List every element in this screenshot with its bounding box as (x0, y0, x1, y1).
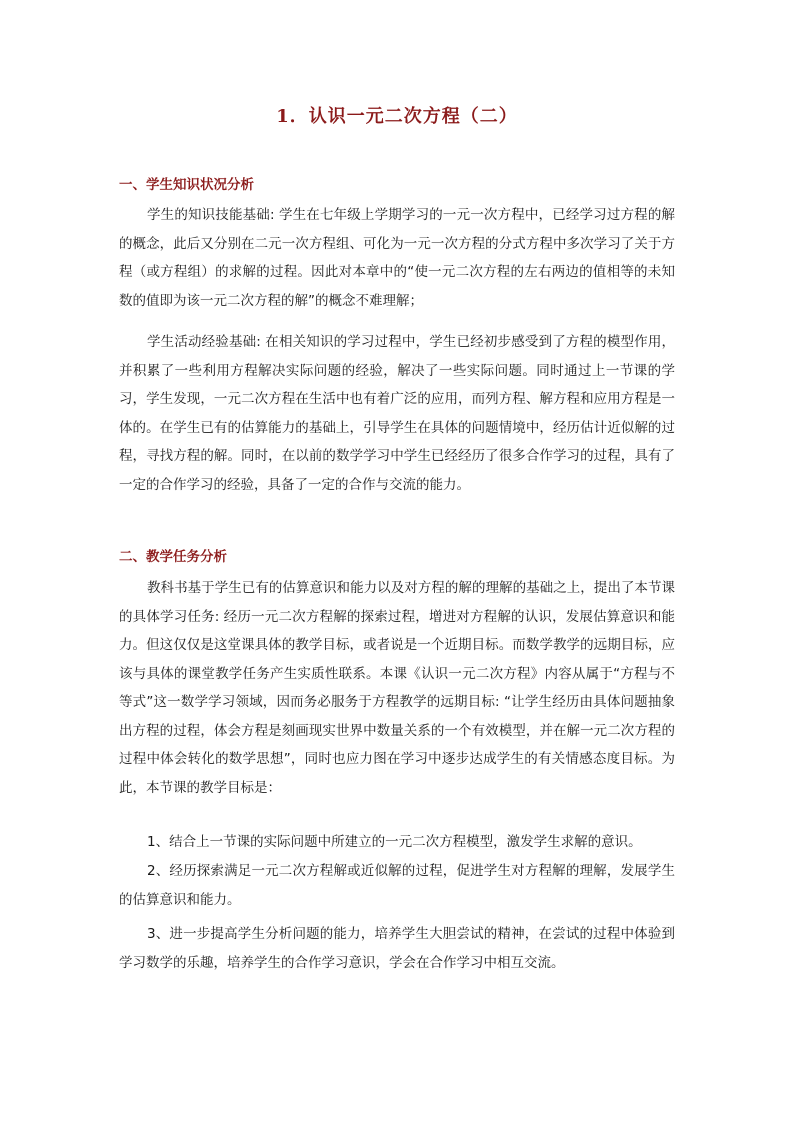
section-heading-task-analysis: 二、教学任务分析 (119, 549, 227, 565)
teaching-goal-item: 2、经历探索满足一元二次方程解或近似解的过程，促进学生对方程解的理解，发展学生的估算意识和能力。 (119, 863, 675, 908)
document-title: 1．认识一元二次方程（二） (276, 106, 518, 127)
teaching-goal-item: 3、进一步提高学生分析问题的能力，培养学生大胆尝试的精神，在尝试的过程中体验到学习数学的乐趣，培养学生的合作学习意识，学会在合作学习中相互交流。 (119, 926, 675, 971)
section-heading-student-analysis: 一、学生知识状况分析 (119, 177, 254, 193)
paragraph-knowledge-foundation: 学生的知识技能基础: 学生在七年级上学期学习的一元一次方程中，已经学习过方程的解的概念，此后又分别在二元一次方程组、可化为一元一次方程的分式方程中多次学习了关于方程（或方程组）的求解的过程。因此对本章中的“使一元二次方程的左右两边的值相等的未知数的值即为该一元二次方程的解”的概念不难理解； (119, 207, 675, 309)
teaching-goal-item: 1、结合上一节课的实际问题中所建立的一元二次方程模型，激发学生求解的意识。 (147, 834, 642, 850)
paragraph-task-analysis: 教科书基于学生已有的估算意识和能力以及对方程的解的理解的基础之上，提出了本节课的具体学习任务: 经历一元二次方程解的探索过程，增进对方程解的认识，发展估算意识和能力。但这仅仅是这堂课具体的教学目标，或者说是一个近期目标。而数学教学的远期目标，应该与具体的课堂教学任务产生实质性联系。本课《认识一元二次方程》内容从属于“方程与不等式”这一数学学习领域，因而务必服务于方程教学的远期目标: “让学生经历由具体问题抽象出方程的过程，体会方程是刻画现实世界中数量关系的一个有效模型，并在解一元二次方程的过程中体会转化的数学思想”，同时也应力图在学习中逐步达成学生的有关情感态度目标。为此，本节课的教学目标是： (119, 580, 675, 796)
paragraph-activity-experience: 学生活动经验基础: 在相关知识的学习过程中，学生已经初步感受到了方程的模型作用，并积累了一些利用方程解决实际问题的经验，解决了一些实际问题。同时通过上一节课的学习，学生发现，一元二次方程在生活中也有着广泛的应用，而列方程、解方程和应用方程是一体的。在学生已有的估算能力的基础上，引导学生在具体的问题情境中，经历估计近似解的过程，寻找方程的解。同时，在以前的数学学习中学生已经经历了很多合作学习的过程，具有了一定的合作学习的经验，具备了一定的合作与交流的能力。 (119, 334, 675, 493)
